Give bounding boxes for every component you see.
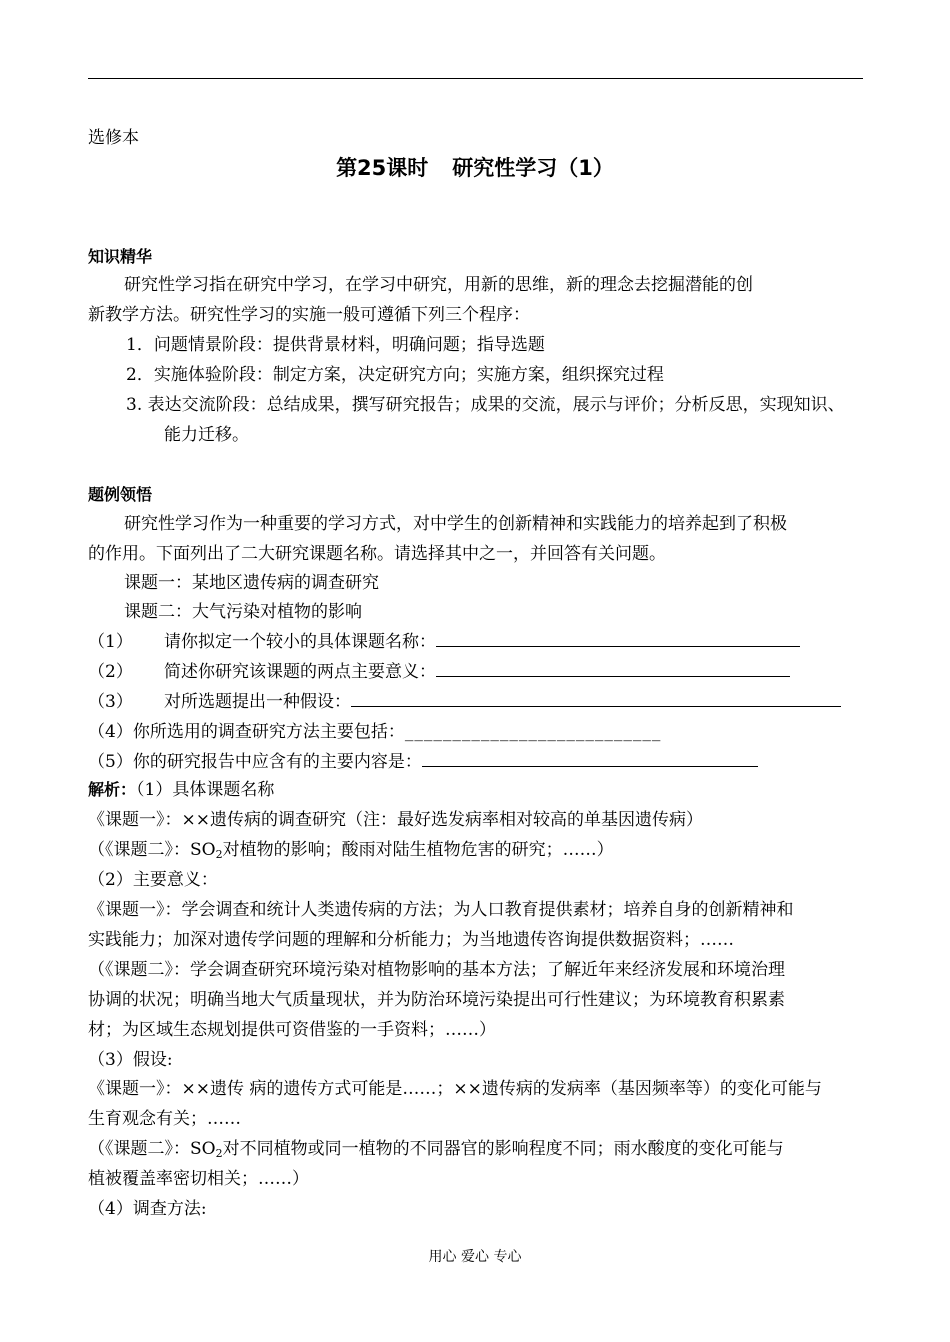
question-5: （5）你的研究报告中应含有的主要内容是： [88, 750, 758, 773]
question-3: （3） 对所选题提出一种假设： [88, 690, 841, 713]
answer-line: （《课题二》：$SO_2$对植物的影响；酸雨对陆生植物危害的研究；……） [88, 840, 614, 861]
answer-line: 生育观念有关；…… [88, 1109, 241, 1129]
answer-blank[interactable] [436, 660, 790, 677]
section-heading-knowledge: 知识精华 [88, 247, 153, 266]
question-1: （1） 请你拟定一个较小的具体课题名称： [88, 630, 800, 653]
page-footer: 用心 爱心 专心 [428, 1249, 522, 1265]
answer-line: （《课题二》：$SO_2$对不同植物或同一植物的不同器官的影响程度不同；雨水酸度的变化可能与 [88, 1139, 784, 1160]
answer-subheading: （4）调查方法: [88, 1199, 207, 1219]
answer-blank[interactable] [422, 750, 758, 767]
paragraph-line: 研究性学习指在研究中学习，在学习中研究，用新的思维，新的理念去挖掘潜能的创 [124, 275, 753, 295]
answer-line: 《课题一》：××遗传 病的遗传方式可能是……；××遗传病的发病率（基因频率等）的变化可能与 [88, 1079, 822, 1099]
answer-line: （《课题二》：学会调查研究环境污染对植物影响的基本方法；了解近年来经济发展和环境治理 [88, 960, 785, 980]
answer-subheading: （2）主要意义： [88, 870, 218, 890]
answer-line: 《课题一》：学会调查和统计人类遗传病的方法；为人口教育提供素材；培养自身的创新精神和 [88, 900, 794, 920]
list-item: 3. 表达交流阶段：总结成果，撰写研究报告；成果的交流，展示与评价；分析反思，实现知识、 [126, 395, 845, 415]
answer-line: 植被覆盖率密切相关；……） [88, 1169, 309, 1189]
page-title [0, 154, 950, 182]
answer-subheading: （3）假设: [88, 1050, 173, 1070]
answer-line: 实践能力；加深对遗传学问题的理解和分析能力；为当地遗传咨询提供数据资料；…… [88, 930, 734, 950]
header-label: 选修本 [88, 128, 139, 148]
question-2: （2） 简述你研究该课题的两点主要意义： [88, 660, 790, 683]
paragraph-line: 的作用。下面列出了二大研究课题名称。请选择其中之一，并回答有关问题。 [88, 544, 666, 564]
answer-blank[interactable] [351, 690, 841, 707]
title-lesson: 第25课时 [336, 156, 429, 180]
list-item-continued: 能力迁移。 [164, 425, 249, 445]
answer-blank[interactable] [436, 630, 800, 647]
section-heading-examples: 题例领悟 [88, 485, 153, 504]
answer-intro: 解析：（1）具体课题名称 [88, 780, 275, 800]
topic-one: 课题一：某地区遗传病的调查研究 [124, 573, 379, 593]
question-4: （4）你所选用的调查研究方法主要包括：___________________________ [88, 722, 662, 742]
answer-line: 协调的状况；明确当地大气质量现状，并为防治环境污染提出可行性建议；为环境教育积累素 [88, 990, 785, 1010]
paragraph-line: 新教学方法。研究性学习的实施一般可遵循下列三个程序： [88, 305, 530, 325]
header-rule [88, 78, 863, 79]
title-topic: 研究性学习（1） [452, 156, 614, 180]
topic-two: 课题二：大气污染对植物的影响 [124, 602, 362, 622]
answer-label: 解析： [88, 780, 137, 799]
paragraph-line: 研究性学习作为一种重要的学习方式，对中学生的创新精神和实践能力的培养起到了积极 [124, 514, 787, 534]
list-item: 1．问题情景阶段：提供背景材料，明确问题；指导选题 [126, 335, 545, 355]
answer-line: 材；为区域生态规划提供可资借鉴的一手资料；……） [88, 1020, 496, 1040]
list-item: 2．实施体验阶段：制定方案，决定研究方向；实施方案，组织探究过程 [126, 365, 664, 385]
answer-line: 《课题一》：××遗传病的调查研究（注：最好选发病率相对较高的单基因遗传病） [88, 810, 703, 830]
answer-blank[interactable]: ___________________________ [404, 722, 662, 742]
